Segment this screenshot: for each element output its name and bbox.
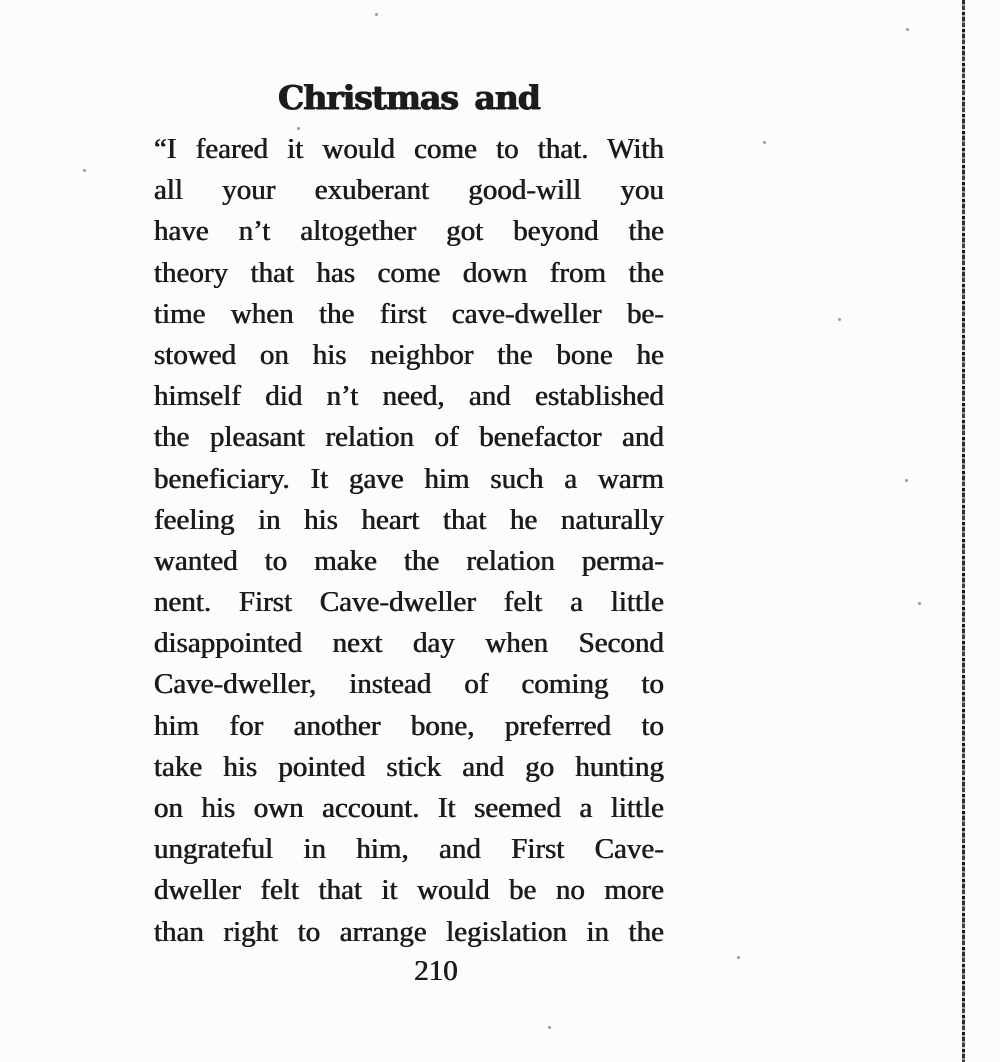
text-line: all your exuberant good-will you — [154, 174, 664, 207]
text-line: have n’t altogether got beyond the — [154, 215, 664, 248]
text-line: stowed on his neighbor the bone he — [154, 338, 664, 371]
text-line: “I feared it would come to that. With — [154, 133, 664, 165]
noise-speck — [83, 169, 86, 172]
text-line: himself did n’t need, and established — [154, 380, 664, 413]
text-line: on his own account. It seemed a little — [154, 792, 664, 824]
text-line: Cave-dweller, instead of coming to — [154, 668, 664, 701]
text-line: wanted to make the relation perma- — [154, 544, 664, 577]
noise-speck — [297, 127, 300, 130]
body-text — [154, 129, 664, 953]
noise-speck — [918, 602, 921, 605]
noise-speck — [737, 956, 740, 959]
text-line: beneficiary. It gave him such a warm — [154, 462, 664, 495]
text-line: feeling in his heart that he naturally — [154, 503, 664, 536]
page-number: 210 — [414, 955, 458, 987]
noise-speck — [905, 479, 908, 482]
running-head: Christmas and — [278, 78, 540, 117]
text-line: ungrateful in him, and First Cave- — [154, 833, 664, 866]
text-line: take his pointed stick and go hunting — [154, 750, 664, 783]
text-line: disappointed next day when Second — [154, 627, 664, 660]
noise-speck — [548, 1026, 551, 1029]
text-line: than right to arrange legislation in the — [154, 915, 664, 948]
noise-speck — [375, 13, 378, 16]
text-line: theory that has come down from the — [154, 256, 664, 289]
text-line: dweller felt that it would be no more — [154, 874, 664, 907]
text-line: the pleasant relation of benefactor and — [154, 421, 664, 454]
noise-speck — [838, 318, 841, 321]
scan-edge-line — [962, 0, 965, 1062]
noise-speck — [906, 28, 909, 31]
text-line: nent. First Cave-dweller felt a little — [154, 586, 664, 619]
noise-speck — [763, 141, 766, 144]
text-line: time when the first cave-dweller be- — [154, 297, 664, 330]
text-line: him for another bone, preferred to — [154, 709, 664, 742]
